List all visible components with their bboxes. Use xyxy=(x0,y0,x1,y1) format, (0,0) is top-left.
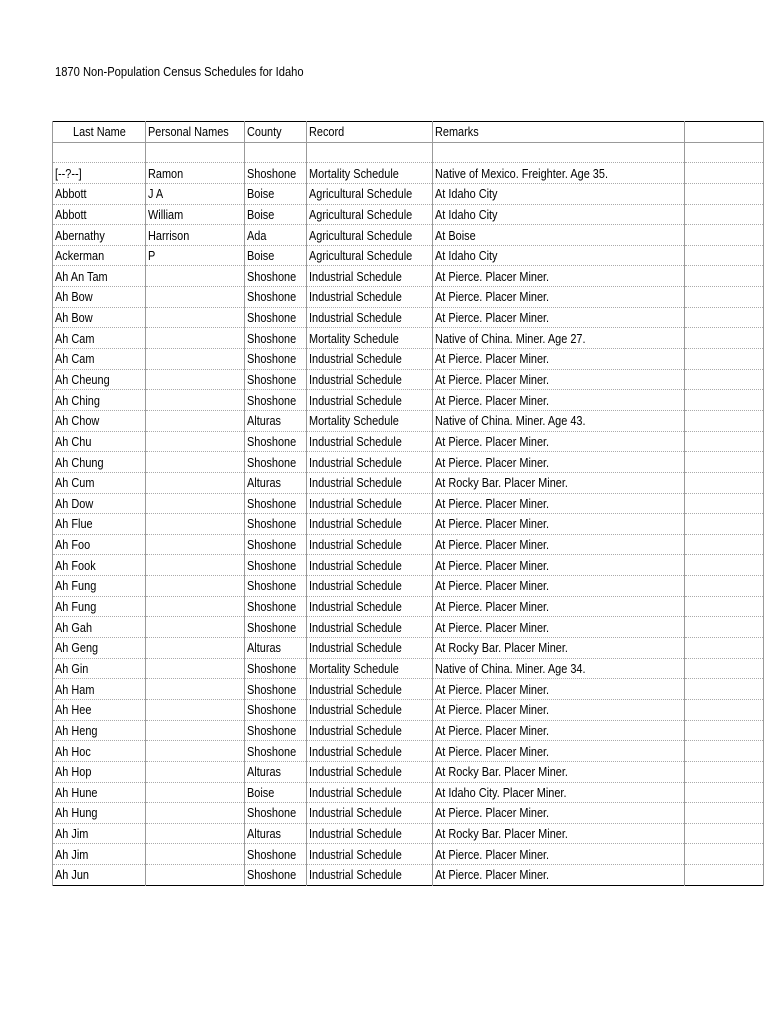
record-cell: Industrial Schedule xyxy=(306,349,432,370)
blank-cell xyxy=(684,266,763,287)
last-name-cell: Ah Bow xyxy=(53,307,146,328)
table-row xyxy=(53,699,764,720)
blank-cell xyxy=(684,741,763,762)
county-cell: Shoshone xyxy=(245,555,307,576)
last-name-cell: Ah Flue xyxy=(53,514,146,535)
remarks-cell: At Pierce. Placer Miner. xyxy=(432,493,684,514)
last-name-cell: Ah Jim xyxy=(53,823,146,844)
record-cell: Industrial Schedule xyxy=(306,823,432,844)
table-row xyxy=(53,761,764,782)
personal-names-cell xyxy=(146,865,245,886)
remarks-cell: At Pierce. Placer Miner. xyxy=(432,349,684,370)
last-name-cell: Ah Fung xyxy=(53,596,146,617)
column-header-county: County xyxy=(245,122,307,143)
county-cell: Shoshone xyxy=(245,328,307,349)
remarks-cell: At Pierce. Placer Miner. xyxy=(432,266,684,287)
remarks-cell: At Rocky Bar. Placer Miner. xyxy=(432,823,684,844)
record-cell: Industrial Schedule xyxy=(306,307,432,328)
table-row xyxy=(53,823,764,844)
table-row xyxy=(53,803,764,824)
table-row xyxy=(53,390,764,411)
remarks-cell: Native of China. Miner. Age 34. xyxy=(432,658,684,679)
county-cell: Shoshone xyxy=(245,431,307,452)
county-cell: Shoshone xyxy=(245,514,307,535)
personal-names-cell xyxy=(146,761,245,782)
blank-cell xyxy=(684,679,763,700)
county-cell: Shoshone xyxy=(245,865,307,886)
remarks-cell: At Pierce. Placer Miner. xyxy=(432,514,684,535)
record-cell: Industrial Schedule xyxy=(306,369,432,390)
blank-cell xyxy=(684,369,763,390)
personal-names-cell xyxy=(146,803,245,824)
last-name-cell: Ah Jim xyxy=(53,844,146,865)
spacer-cell xyxy=(432,142,684,163)
county-cell: Alturas xyxy=(245,823,307,844)
blank-cell xyxy=(684,658,763,679)
blank-cell xyxy=(684,225,763,246)
county-cell: Alturas xyxy=(245,638,307,659)
county-cell: Shoshone xyxy=(245,679,307,700)
table-row xyxy=(53,514,764,535)
table-row xyxy=(53,782,764,803)
table-row xyxy=(53,865,764,886)
spacer-cell xyxy=(245,142,307,163)
blank-cell xyxy=(684,307,763,328)
table-header xyxy=(53,122,764,143)
last-name-cell: Ah Chow xyxy=(53,410,146,431)
last-name-cell: Abbott xyxy=(53,183,146,204)
county-cell: Shoshone xyxy=(245,596,307,617)
remarks-cell: At Pierce. Placer Miner. xyxy=(432,390,684,411)
last-name-cell: Ah Chung xyxy=(53,452,146,473)
spacer-cell xyxy=(53,142,146,163)
record-cell: Industrial Schedule xyxy=(306,720,432,741)
county-cell: Boise xyxy=(245,782,307,803)
county-cell: Alturas xyxy=(245,761,307,782)
table-row xyxy=(53,349,764,370)
county-cell: Boise xyxy=(245,204,307,225)
record-cell: Agricultural Schedule xyxy=(306,245,432,266)
table-row xyxy=(53,266,764,287)
record-cell: Industrial Schedule xyxy=(306,699,432,720)
table-row xyxy=(53,493,764,514)
remarks-cell: At Pierce. Placer Miner. xyxy=(432,803,684,824)
personal-names-cell: Ramon xyxy=(146,163,245,184)
county-cell: Alturas xyxy=(245,410,307,431)
personal-names-cell xyxy=(146,576,245,597)
blank-cell xyxy=(684,761,763,782)
personal-names-cell: J A xyxy=(146,183,245,204)
table-row xyxy=(53,452,764,473)
table-row xyxy=(53,576,764,597)
personal-names-cell xyxy=(146,369,245,390)
table-row xyxy=(53,596,764,617)
last-name-cell: Ah Hune xyxy=(53,782,146,803)
column-header-last-name: Last Name xyxy=(53,122,146,143)
personal-names-cell xyxy=(146,534,245,555)
blank-cell xyxy=(684,514,763,535)
county-cell: Shoshone xyxy=(245,287,307,308)
record-cell: Industrial Schedule xyxy=(306,679,432,700)
remarks-cell: At Rocky Bar. Placer Miner. xyxy=(432,638,684,659)
last-name-cell: Ah Hop xyxy=(53,761,146,782)
record-cell: Industrial Schedule xyxy=(306,555,432,576)
spacer-cell xyxy=(146,142,245,163)
remarks-cell: At Pierce. Placer Miner. xyxy=(432,617,684,638)
blank-cell xyxy=(684,803,763,824)
column-header-personal-names: Personal Names xyxy=(146,122,245,143)
last-name-cell: Ah Foo xyxy=(53,534,146,555)
table-row xyxy=(53,410,764,431)
table-row xyxy=(53,307,764,328)
remarks-cell: At Pierce. Placer Miner. xyxy=(432,865,684,886)
county-cell: Shoshone xyxy=(245,658,307,679)
record-cell: Mortality Schedule xyxy=(306,328,432,349)
personal-names-cell xyxy=(146,782,245,803)
remarks-cell: At Pierce. Placer Miner. xyxy=(432,720,684,741)
remarks-cell: Native of Mexico. Freighter. Age 35. xyxy=(432,163,684,184)
personal-names-cell xyxy=(146,699,245,720)
last-name-cell: Ah Cum xyxy=(53,472,146,493)
table-body xyxy=(53,142,764,885)
remarks-cell: At Pierce. Placer Miner. xyxy=(432,555,684,576)
personal-names-cell xyxy=(146,679,245,700)
county-cell: Shoshone xyxy=(245,493,307,514)
personal-names-cell: Harrison xyxy=(146,225,245,246)
remarks-cell: At Rocky Bar. Placer Miner. xyxy=(432,472,684,493)
blank-cell xyxy=(684,349,763,370)
last-name-cell: Ah Cheung xyxy=(53,369,146,390)
blank-cell xyxy=(684,782,763,803)
county-cell: Shoshone xyxy=(245,617,307,638)
remarks-cell: At Pierce. Placer Miner. xyxy=(432,741,684,762)
blank-cell xyxy=(684,576,763,597)
personal-names-cell xyxy=(146,307,245,328)
table-row xyxy=(53,555,764,576)
county-cell: Shoshone xyxy=(245,266,307,287)
record-cell: Agricultural Schedule xyxy=(306,183,432,204)
remarks-cell: At Idaho City xyxy=(432,245,684,266)
county-cell: Shoshone xyxy=(245,349,307,370)
record-cell: Industrial Schedule xyxy=(306,431,432,452)
record-cell: Industrial Schedule xyxy=(306,844,432,865)
remarks-cell: At Pierce. Placer Miner. xyxy=(432,679,684,700)
remarks-cell: Native of China. Miner. Age 27. xyxy=(432,328,684,349)
last-name-cell: Abbott xyxy=(53,204,146,225)
county-cell: Ada xyxy=(245,225,307,246)
table-row xyxy=(53,225,764,246)
table-row xyxy=(53,431,764,452)
blank-cell xyxy=(684,720,763,741)
remarks-cell: At Pierce. Placer Miner. xyxy=(432,369,684,390)
county-cell: Alturas xyxy=(245,472,307,493)
last-name-cell: Ah Gin xyxy=(53,658,146,679)
table-row xyxy=(53,534,764,555)
last-name-cell: Abernathy xyxy=(53,225,146,246)
blank-cell xyxy=(684,596,763,617)
table-row xyxy=(53,617,764,638)
record-cell: Industrial Schedule xyxy=(306,576,432,597)
record-cell: Agricultural Schedule xyxy=(306,225,432,246)
personal-names-cell xyxy=(146,472,245,493)
personal-names-cell xyxy=(146,493,245,514)
blank-cell xyxy=(684,617,763,638)
table-row xyxy=(53,328,764,349)
record-cell: Industrial Schedule xyxy=(306,452,432,473)
personal-names-cell xyxy=(146,741,245,762)
personal-names-cell xyxy=(146,431,245,452)
last-name-cell: Ah Ham xyxy=(53,679,146,700)
blank-cell xyxy=(684,287,763,308)
table-row xyxy=(53,369,764,390)
personal-names-cell xyxy=(146,596,245,617)
personal-names-cell: William xyxy=(146,204,245,225)
remarks-cell: At Pierce. Placer Miner. xyxy=(432,534,684,555)
personal-names-cell xyxy=(146,287,245,308)
personal-names-cell xyxy=(146,638,245,659)
blank-cell xyxy=(684,204,763,225)
spacer-row xyxy=(53,142,764,163)
blank-cell xyxy=(684,865,763,886)
record-cell: Mortality Schedule xyxy=(306,410,432,431)
remarks-cell: At Boise xyxy=(432,225,684,246)
record-cell: Industrial Schedule xyxy=(306,761,432,782)
blank-cell xyxy=(684,472,763,493)
personal-names-cell xyxy=(146,658,245,679)
last-name-cell: Ah An Tam xyxy=(53,266,146,287)
record-cell: Industrial Schedule xyxy=(306,287,432,308)
county-cell: Shoshone xyxy=(245,720,307,741)
record-cell: Industrial Schedule xyxy=(306,266,432,287)
remarks-cell: At Pierce. Placer Miner. xyxy=(432,576,684,597)
blank-cell xyxy=(684,555,763,576)
county-cell: Shoshone xyxy=(245,369,307,390)
last-name-cell: Ah Cam xyxy=(53,349,146,370)
record-cell: Industrial Schedule xyxy=(306,472,432,493)
county-cell: Boise xyxy=(245,245,307,266)
table-row xyxy=(53,638,764,659)
last-name-cell: Ah Bow xyxy=(53,287,146,308)
page-title: 1870 Non-Population Census Schedules for Idaho xyxy=(55,64,304,79)
census-table xyxy=(52,121,764,886)
last-name-cell: Ah Hee xyxy=(53,699,146,720)
last-name-cell: Ah Fung xyxy=(53,576,146,597)
table-row xyxy=(53,287,764,308)
blank-cell xyxy=(684,328,763,349)
remarks-cell: At Pierce. Placer Miner. xyxy=(432,431,684,452)
record-cell: Agricultural Schedule xyxy=(306,204,432,225)
table-row xyxy=(53,720,764,741)
county-cell: Shoshone xyxy=(245,699,307,720)
last-name-cell: Ah Heng xyxy=(53,720,146,741)
record-cell: Mortality Schedule xyxy=(306,163,432,184)
record-cell: Industrial Schedule xyxy=(306,782,432,803)
last-name-cell: Ah Chu xyxy=(53,431,146,452)
remarks-cell: At Idaho City xyxy=(432,204,684,225)
record-cell: Industrial Schedule xyxy=(306,493,432,514)
remarks-cell: At Idaho City xyxy=(432,183,684,204)
personal-names-cell xyxy=(146,844,245,865)
personal-names-cell: P xyxy=(146,245,245,266)
record-cell: Industrial Schedule xyxy=(306,803,432,824)
column-header-record: Record xyxy=(306,122,432,143)
blank-cell xyxy=(684,245,763,266)
column-header-remarks: Remarks xyxy=(432,122,684,143)
personal-names-cell xyxy=(146,514,245,535)
personal-names-cell xyxy=(146,349,245,370)
table-row xyxy=(53,844,764,865)
record-cell: Industrial Schedule xyxy=(306,741,432,762)
column-header-blank xyxy=(684,122,763,143)
blank-cell xyxy=(684,431,763,452)
remarks-cell: At Pierce. Placer Miner. xyxy=(432,452,684,473)
last-name-cell: Ackerman xyxy=(53,245,146,266)
remarks-cell: At Pierce. Placer Miner. xyxy=(432,287,684,308)
county-cell: Shoshone xyxy=(245,803,307,824)
remarks-cell: Native of China. Miner. Age 43. xyxy=(432,410,684,431)
remarks-cell: At Idaho City. Placer Miner. xyxy=(432,782,684,803)
table-row xyxy=(53,183,764,204)
table-row xyxy=(53,204,764,225)
record-cell: Industrial Schedule xyxy=(306,514,432,535)
table-row xyxy=(53,245,764,266)
blank-cell xyxy=(684,452,763,473)
county-cell: Shoshone xyxy=(245,741,307,762)
record-cell: Industrial Schedule xyxy=(306,390,432,411)
last-name-cell: Ah Gah xyxy=(53,617,146,638)
last-name-cell: [--?--] xyxy=(53,163,146,184)
last-name-cell: Ah Ching xyxy=(53,390,146,411)
blank-cell xyxy=(684,823,763,844)
county-cell: Shoshone xyxy=(245,844,307,865)
table-row xyxy=(53,741,764,762)
record-cell: Industrial Schedule xyxy=(306,638,432,659)
last-name-cell: Ah Hoc xyxy=(53,741,146,762)
table-row xyxy=(53,472,764,493)
personal-names-cell xyxy=(146,720,245,741)
record-cell: Industrial Schedule xyxy=(306,596,432,617)
last-name-cell: Ah Jun xyxy=(53,865,146,886)
personal-names-cell xyxy=(146,823,245,844)
record-cell: Industrial Schedule xyxy=(306,865,432,886)
last-name-cell: Ah Hung xyxy=(53,803,146,824)
last-name-cell: Ah Fook xyxy=(53,555,146,576)
personal-names-cell xyxy=(146,452,245,473)
personal-names-cell xyxy=(146,390,245,411)
blank-cell xyxy=(684,844,763,865)
record-cell: Industrial Schedule xyxy=(306,534,432,555)
table-row xyxy=(53,658,764,679)
county-cell: Shoshone xyxy=(245,576,307,597)
blank-cell xyxy=(684,163,763,184)
spacer-cell xyxy=(684,142,763,163)
spacer-cell xyxy=(306,142,432,163)
table-row xyxy=(53,679,764,700)
county-cell: Shoshone xyxy=(245,307,307,328)
blank-cell xyxy=(684,183,763,204)
remarks-cell: At Rocky Bar. Placer Miner. xyxy=(432,761,684,782)
blank-cell xyxy=(684,390,763,411)
personal-names-cell xyxy=(146,266,245,287)
county-cell: Shoshone xyxy=(245,452,307,473)
remarks-cell: At Pierce. Placer Miner. xyxy=(432,844,684,865)
record-cell: Mortality Schedule xyxy=(306,658,432,679)
county-cell: Shoshone xyxy=(245,534,307,555)
county-cell: Boise xyxy=(245,183,307,204)
remarks-cell: At Pierce. Placer Miner. xyxy=(432,699,684,720)
county-cell: Shoshone xyxy=(245,163,307,184)
remarks-cell: At Pierce. Placer Miner. xyxy=(432,307,684,328)
personal-names-cell xyxy=(146,555,245,576)
blank-cell xyxy=(684,699,763,720)
last-name-cell: Ah Dow xyxy=(53,493,146,514)
blank-cell xyxy=(684,493,763,514)
personal-names-cell xyxy=(146,328,245,349)
last-name-cell: Ah Geng xyxy=(53,638,146,659)
table-row xyxy=(53,163,764,184)
record-cell: Industrial Schedule xyxy=(306,617,432,638)
personal-names-cell xyxy=(146,617,245,638)
remarks-cell: At Pierce. Placer Miner. xyxy=(432,596,684,617)
blank-cell xyxy=(684,410,763,431)
county-cell: Shoshone xyxy=(245,390,307,411)
blank-cell xyxy=(684,534,763,555)
personal-names-cell xyxy=(146,410,245,431)
blank-cell xyxy=(684,638,763,659)
last-name-cell: Ah Cam xyxy=(53,328,146,349)
header-row xyxy=(53,122,764,143)
